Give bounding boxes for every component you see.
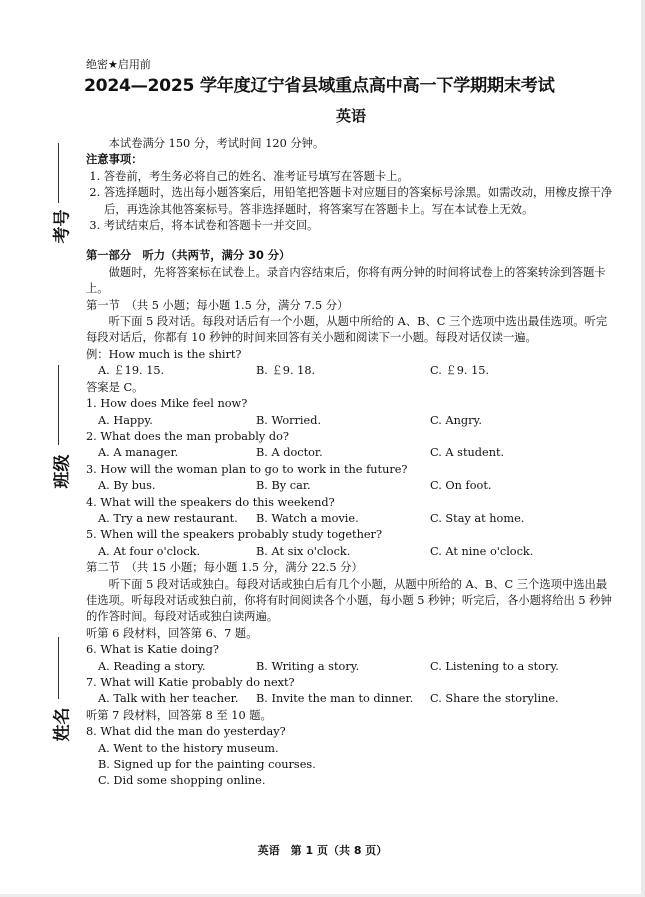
section2-heading: 第二节 （共 15 小题；每小题 1.5 分，满分 22.5 分）	[86, 561, 363, 575]
material-6-note: 听第 6 段材料，回答第 6、7 题。	[86, 626, 258, 640]
question-2: 2. What does the man probably do?	[86, 429, 289, 443]
option-b: B. Writing a story.	[256, 659, 360, 673]
option-a: A. Happy.	[98, 413, 153, 427]
option-a: A. ￡19. 15.	[98, 364, 165, 378]
question-8-option-c: C. Did some shopping online.	[98, 774, 266, 788]
question-3-options	[86, 478, 616, 494]
question-7: 7. What will Katie probably do next?	[86, 676, 295, 689]
option-b: B. By car.	[256, 479, 311, 493]
material-7-note: 听第 7 段材料，回答第 8 至 10 题。	[86, 708, 272, 722]
subject-title: 英语	[335, 107, 366, 125]
option-c: C. Listening to a story.	[430, 659, 559, 673]
option-b: B. Watch a movie.	[256, 511, 359, 525]
question-4-options	[86, 511, 616, 527]
class-line	[58, 365, 59, 445]
part1-instruction: 做题时，先将答案标在试卷上。录音内容结束后，你将有两分钟的时间将试卷上的答案转涂到答题卡上。	[86, 265, 606, 296]
question-8-option-b: B. Signed up for the painting courses.	[98, 758, 316, 772]
note-item-1: 1. 答卷前，考生务必将自己的姓名、准考证号填写在答题卡上。	[89, 169, 409, 183]
option-a: A. Talk with her teacher.	[98, 692, 239, 706]
name-line	[58, 637, 59, 699]
question-2-options	[86, 445, 616, 461]
example-question: 例：How much is the shirt?	[86, 347, 242, 361]
question-4: 4. What will the speakers do this weekend?	[86, 495, 335, 509]
intro-text: 本试卷满分 150 分，考试时间 120 分钟。	[108, 137, 325, 150]
option-b: B. Worried.	[256, 413, 322, 427]
question-5-options	[86, 544, 616, 560]
option-b: B. ￡9. 18.	[256, 364, 316, 378]
option-b: B. A doctor.	[256, 446, 323, 460]
secret-mark: 绝密★启用前	[86, 58, 151, 71]
name-label: 姓名	[52, 707, 73, 742]
note-item-3: 3. 考试结束后，将本试卷和答题卡一并交回。	[89, 219, 319, 233]
option-b: B. Invite the man to dinner.	[256, 692, 414, 706]
example-answer: 答案是 C。	[86, 380, 144, 394]
notes-heading: 注意事项：	[86, 153, 143, 167]
option-a: A. At four o'clock.	[98, 544, 201, 558]
exam-no-label: 考号	[52, 209, 73, 244]
question-1-options	[86, 413, 616, 429]
part1-heading: 第一部分 听力（共两节，满分 30 分）	[86, 249, 291, 263]
section2-instruction: 听下面 5 段对话或独白。每段对话或独白后有几个小题，从题中所给的 A、B、C 三个选项中选出最佳选项。听每段对话或独白前，你将有时间阅读各个小题，每小题 5 秒钟；听完后，各小题将给出 5 秒钟的作答时间。每段对话或独白读两遍。	[86, 577, 612, 624]
option-a: A. By bus.	[98, 479, 156, 493]
option-a: A. Try a new restaurant.	[98, 511, 238, 525]
question-7-options	[86, 691, 616, 707]
option-b: B. At six o'clock.	[256, 544, 351, 558]
section1-instruction: 听下面 5 段对话。每段对话后有一个小题，从题中所给的 A、B、C 三个选项中选出最佳选项。听完每段对话后，你都有 10 秒钟的时间来回答有关小题和阅读下一小题。每段对话仅读一遍。	[86, 315, 608, 345]
exam-content	[86, 58, 616, 790]
exam-no-line	[58, 143, 59, 203]
option-c: C. On foot.	[430, 479, 492, 493]
question-8: 8. What did the man do yesterday?	[86, 725, 286, 739]
exam-title: 2024—2025 学年度辽宁省县域重点高中高一下学期期末考试	[84, 76, 555, 96]
question-1: 1. How does Mike feel now?	[86, 397, 248, 411]
question-3: 3. How will the woman plan to go to work in the future?	[86, 462, 408, 476]
example-options	[86, 363, 616, 379]
option-c: C. Angry.	[430, 413, 482, 427]
option-a: A. Reading a story.	[98, 659, 206, 673]
page-edge-shadow	[641, 0, 645, 897]
note-item-2: 2. 答选择题时，选出每小题答案后，用铅笔把答题卡对应题目的答案标号涂黑。如需改动，用橡皮擦干净后，再选涂其他答案标号。答非选择题时，将答案写在答题卡上。写在本试卷上无效。	[89, 186, 613, 216]
page-footer: 英语 第 1 页（共 8 页）	[257, 844, 388, 857]
option-c: C. Stay at home.	[430, 511, 525, 525]
option-c: C. A student.	[430, 446, 505, 460]
option-a: A. A manager.	[98, 446, 179, 460]
option-c: C. At nine o'clock.	[430, 544, 534, 558]
section1-heading: 第一节 （共 5 小题；每小题 1.5 分，满分 7.5 分）	[86, 298, 349, 312]
class-label: 班级	[52, 454, 73, 489]
option-c: C. Share the storyline.	[430, 692, 559, 706]
option-c: C. ￡9. 15.	[430, 364, 490, 378]
question-8-option-a: A. Went to the history museum.	[98, 741, 279, 755]
question-6: 6. What is Katie doing?	[86, 643, 219, 657]
question-6-options	[86, 659, 616, 675]
question-5: 5. When will the speakers probably study together?	[86, 528, 383, 542]
